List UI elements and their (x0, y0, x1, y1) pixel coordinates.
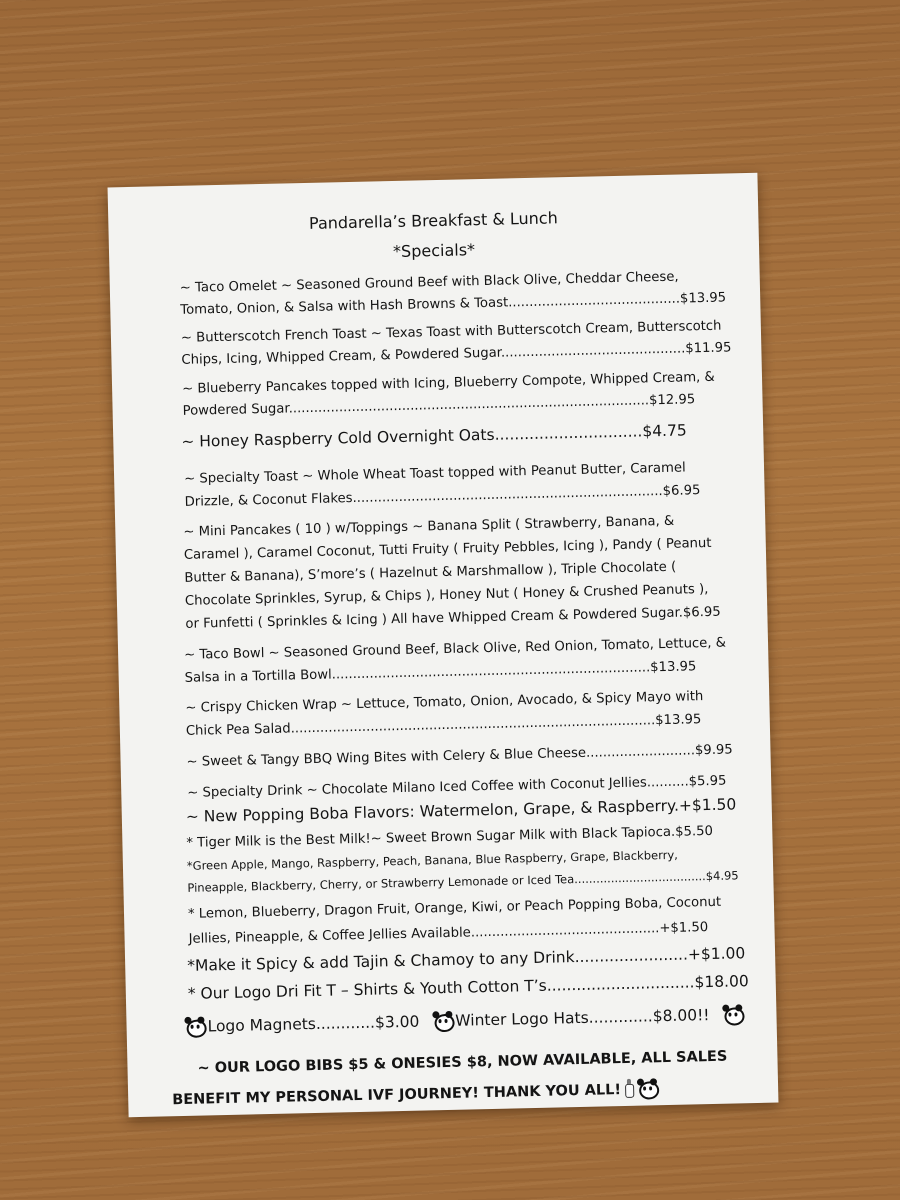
menu-item-mini-pancakes-line5: or Funfetti ( Sprinkles & Icing ) All have Whipped Cream & Powdered Sugar.$6.95 (185, 604, 721, 632)
menu-item-chicken-wrap-line1: ~ Crispy Chicken Wrap ~ Lettuce, Tomato, Onion, Avocado, & Spicy Mayo with (185, 689, 704, 716)
menu-item-butterscotch-french-toast-line1: ~ Butterscotch French Toast ~ Texas Toast with Butterscotch Cream, Butterscotch (180, 318, 722, 346)
menu-item-mini-pancakes-line3: Butter & Banana), S’more’s ( Hazelnut & Marshmallow ), Triple Chocolate ( (184, 559, 677, 586)
menu-item-taco-omelet-line1: ~ Taco Omelet ~ Seasoned Ground Beef with Black Olive, Cheddar Cheese, (179, 269, 679, 296)
menu-item-popping-boba: ~ New Popping Boba Flavors: Watermelon, Grape, & Raspberry.+$1.50 (185, 795, 737, 826)
menu-item-tiger-milk: * Tiger Milk is the Best Milk!~ Sweet Brown Sugar Milk with Black Tapioca.$5.50 (186, 823, 714, 851)
menu-subtitle: *Specials* (392, 240, 476, 262)
menu-title: Pandarella’s Breakfast & Lunch (308, 208, 558, 233)
menu-item-specialty-drink: ~ Specialty Drink ~ Chocolate Milano Iced Coffee with Coconut Jellies..........$5.95 (187, 773, 727, 801)
menu-item-chicken-wrap-line2: Chick Pea Salad.......................................................................................$13.95 (185, 712, 702, 739)
menu-item-blueberry-pancakes-line1: ~ Blueberry Pancakes topped with Icing, Blueberry Compote, Whipped Cream, & (181, 369, 715, 397)
menu-item-lemonade-line1: *Green Apple, Mango, Raspberry, Peach, Banana, Blue Raspberry, Grape, Blackberry, (186, 847, 678, 873)
menu-item-make-it-spicy: *Make it Spicy & add Tajin & Chamoy to any Drink.......................+$1.00 (187, 944, 746, 975)
menu-item-boba-addons-line2: Jellies, Pineapple, & Coffee Jellies Available.............................................+$1.50 (188, 920, 709, 947)
panda-icon (432, 1011, 452, 1029)
menu-item-overnight-oats: ~ Honey Raspberry Cold Overnight Oats..............................$4.75 (181, 421, 687, 451)
menu-item-boba-addons-line1: * Lemon, Blueberry, Dragon Fruit, Orange, Kiwi, or Peach Popping Boba, Coconut (187, 894, 722, 922)
panda-icon (184, 1017, 204, 1035)
menu-item-logo-shirts: * Our Logo Dri Fit T – Shirts & Youth Cotton T’s..............................$18.00 (187, 972, 749, 1003)
menu-item-specialty-toast-line1: ~ Specialty Toast ~ Whole Wheat Toast topped with Peanut Butter, Caramel (184, 460, 686, 487)
footer-line2-text: BENEFIT MY PERSONAL IVF JOURNEY! THANK YOU ALL! (172, 1082, 622, 1109)
merch-line (184, 1004, 745, 1035)
footer-line1: ~ OUR LOGO BIBS $5 & ONESIES $8, NOW AVAILABLE, ALL SALES (197, 1048, 728, 1077)
menu-item-mini-pancakes-line1: ~ Mini Pancakes ( 10 ) w/Toppings ~ Banana Split ( Strawberry, Banana, & (183, 513, 675, 540)
menu-item-taco-bowl-line1: ~ Taco Bowl ~ Seasoned Ground Beef, Black Olive, Red Onion, Tomato, Lettuce, & (183, 635, 727, 663)
winter-hats-text: Winter Logo Hats.............$8.00!! (455, 1006, 710, 1030)
menu-item-butterscotch-french-toast-line2: Chips, Icing, Whipped Cream, & Powdered Sugar............................................$11.95 (181, 340, 732, 368)
footer-line2 (172, 1078, 660, 1108)
panda-icon (637, 1078, 657, 1096)
menu-item-lemonade-line2: Pineapple, Blackberry, Cherry, or Strawberry Lemonade or Iced Tea....................................$4.95 (187, 868, 739, 895)
panda-icon (722, 1004, 742, 1022)
menu-item-blueberry-pancakes-line2: Powdered Sugar......................................................................................$12.95 (182, 392, 696, 419)
menu-item-mini-pancakes-line4: Chocolate Sprinkles, Syrup, & Chips ), Honey Nut ( Honey & Crushed Peanuts ), (184, 581, 709, 609)
menu-content (108, 173, 779, 1118)
baby-bottle-icon (625, 1079, 634, 1097)
menu-item-taco-bowl-line2: Salsa in a Tortilla Bowl............................................................................$13.95 (184, 659, 697, 686)
menu-item-mini-pancakes-line2: Caramel ), Caramel Coconut, Tutti Fruity ( Fruity Pebbles, Icing ), Pandy ( Peanut (183, 535, 712, 563)
menu-item-specialty-toast-line2: Drizzle, & Coconut Flakes..........................................................................$6.95 (184, 483, 701, 510)
menu-item-wing-bites: ~ Sweet & Tangy BBQ Wing Bites with Celery & Blue Cheese..........................$9.95 (186, 742, 733, 770)
menu-item-taco-omelet-line2: Tomato, Onion, & Salsa with Hash Browns & Toast.........................................$13.95 (180, 290, 727, 318)
menu-paper (108, 173, 779, 1118)
logo-magnets-text: Logo Magnets............$3.00 (207, 1012, 420, 1036)
